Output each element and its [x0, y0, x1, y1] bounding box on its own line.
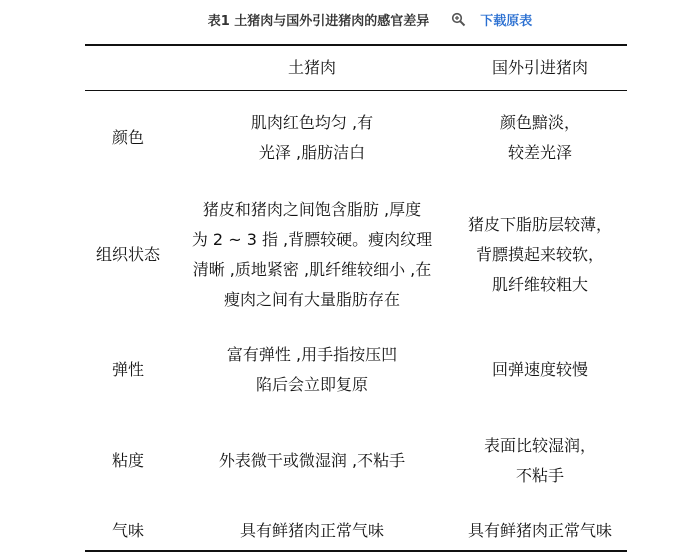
native-cell — [171, 412, 453, 510]
native-cell — [171, 94, 453, 182]
download-table-link[interactable]: 下载原表 — [480, 13, 533, 29]
header-cell-native-pork: 土猪肉 — [287, 58, 336, 77]
cell-line: 陷后会立即复原 — [255, 375, 368, 394]
cell-line: 清晰 ,质地紧密 ,肌纤维较细小 ,在 — [192, 260, 432, 279]
imported-cell — [453, 412, 627, 510]
row-label: 粘度 — [111, 451, 144, 470]
cell-line: 肌肉红色均匀 ,有 — [250, 113, 374, 132]
row-label: 弹性 — [111, 360, 144, 379]
comparison-table — [85, 44, 627, 554]
cell-line: 不粘手 — [515, 466, 564, 485]
cell-line: 颜色黯淡， — [499, 113, 580, 132]
cell-line: 背膘摸起来较软， — [475, 245, 604, 264]
magnifier-plus-icon[interactable] — [451, 12, 466, 27]
cell-line: 表面比较湿润， — [483, 436, 596, 455]
native-cell — [171, 512, 453, 550]
cell-line: 猪皮和猪肉之间饱含脂肪 ,厚度 — [202, 200, 422, 219]
cell-line: 瘦肉之间有大量脂肪存在 — [223, 290, 400, 309]
cell-line: 较差光泽 — [507, 143, 572, 162]
imported-cell — [453, 184, 627, 326]
cell-line: 具有鲜猪肉正常气味 — [467, 521, 612, 540]
header-cell-empty — [85, 46, 171, 90]
cell-line: 具有鲜猪肉正常气味 — [239, 521, 384, 540]
row-label: 气味 — [111, 521, 144, 540]
cell-line: 猪皮下脂肪层较薄， — [467, 215, 612, 234]
cell-line: 回弹速度较慢 — [491, 360, 588, 379]
row-label: 颜色 — [111, 128, 144, 147]
header-cell-imported-pork: 国外引进猪肉 — [491, 58, 588, 77]
native-cell — [171, 184, 453, 326]
cell-line: 外表微干或微湿润 ,不粘手 — [218, 451, 406, 470]
native-cell — [171, 328, 453, 412]
cell-line: 光泽 ,脂肪洁白 — [258, 143, 366, 162]
cell-line: 肌纤维较粗大 — [491, 275, 588, 294]
imported-cell — [453, 94, 627, 182]
imported-cell — [453, 328, 627, 412]
cell-line: 为 2 ~ 3 指 ,背膘较硬。瘦肉纹理 — [191, 230, 433, 249]
table-caption — [0, 0, 700, 38]
table-title: 表1 土猪肉与国外引进猪肉的感官差异 — [207, 13, 430, 29]
table-bottom-rule — [85, 550, 627, 552]
cell-line: 富有弹性 ,用手指按压凹 — [226, 345, 398, 364]
header-rule — [85, 90, 627, 91]
row-label: 组织状态 — [95, 245, 160, 264]
imported-cell — [453, 512, 627, 550]
